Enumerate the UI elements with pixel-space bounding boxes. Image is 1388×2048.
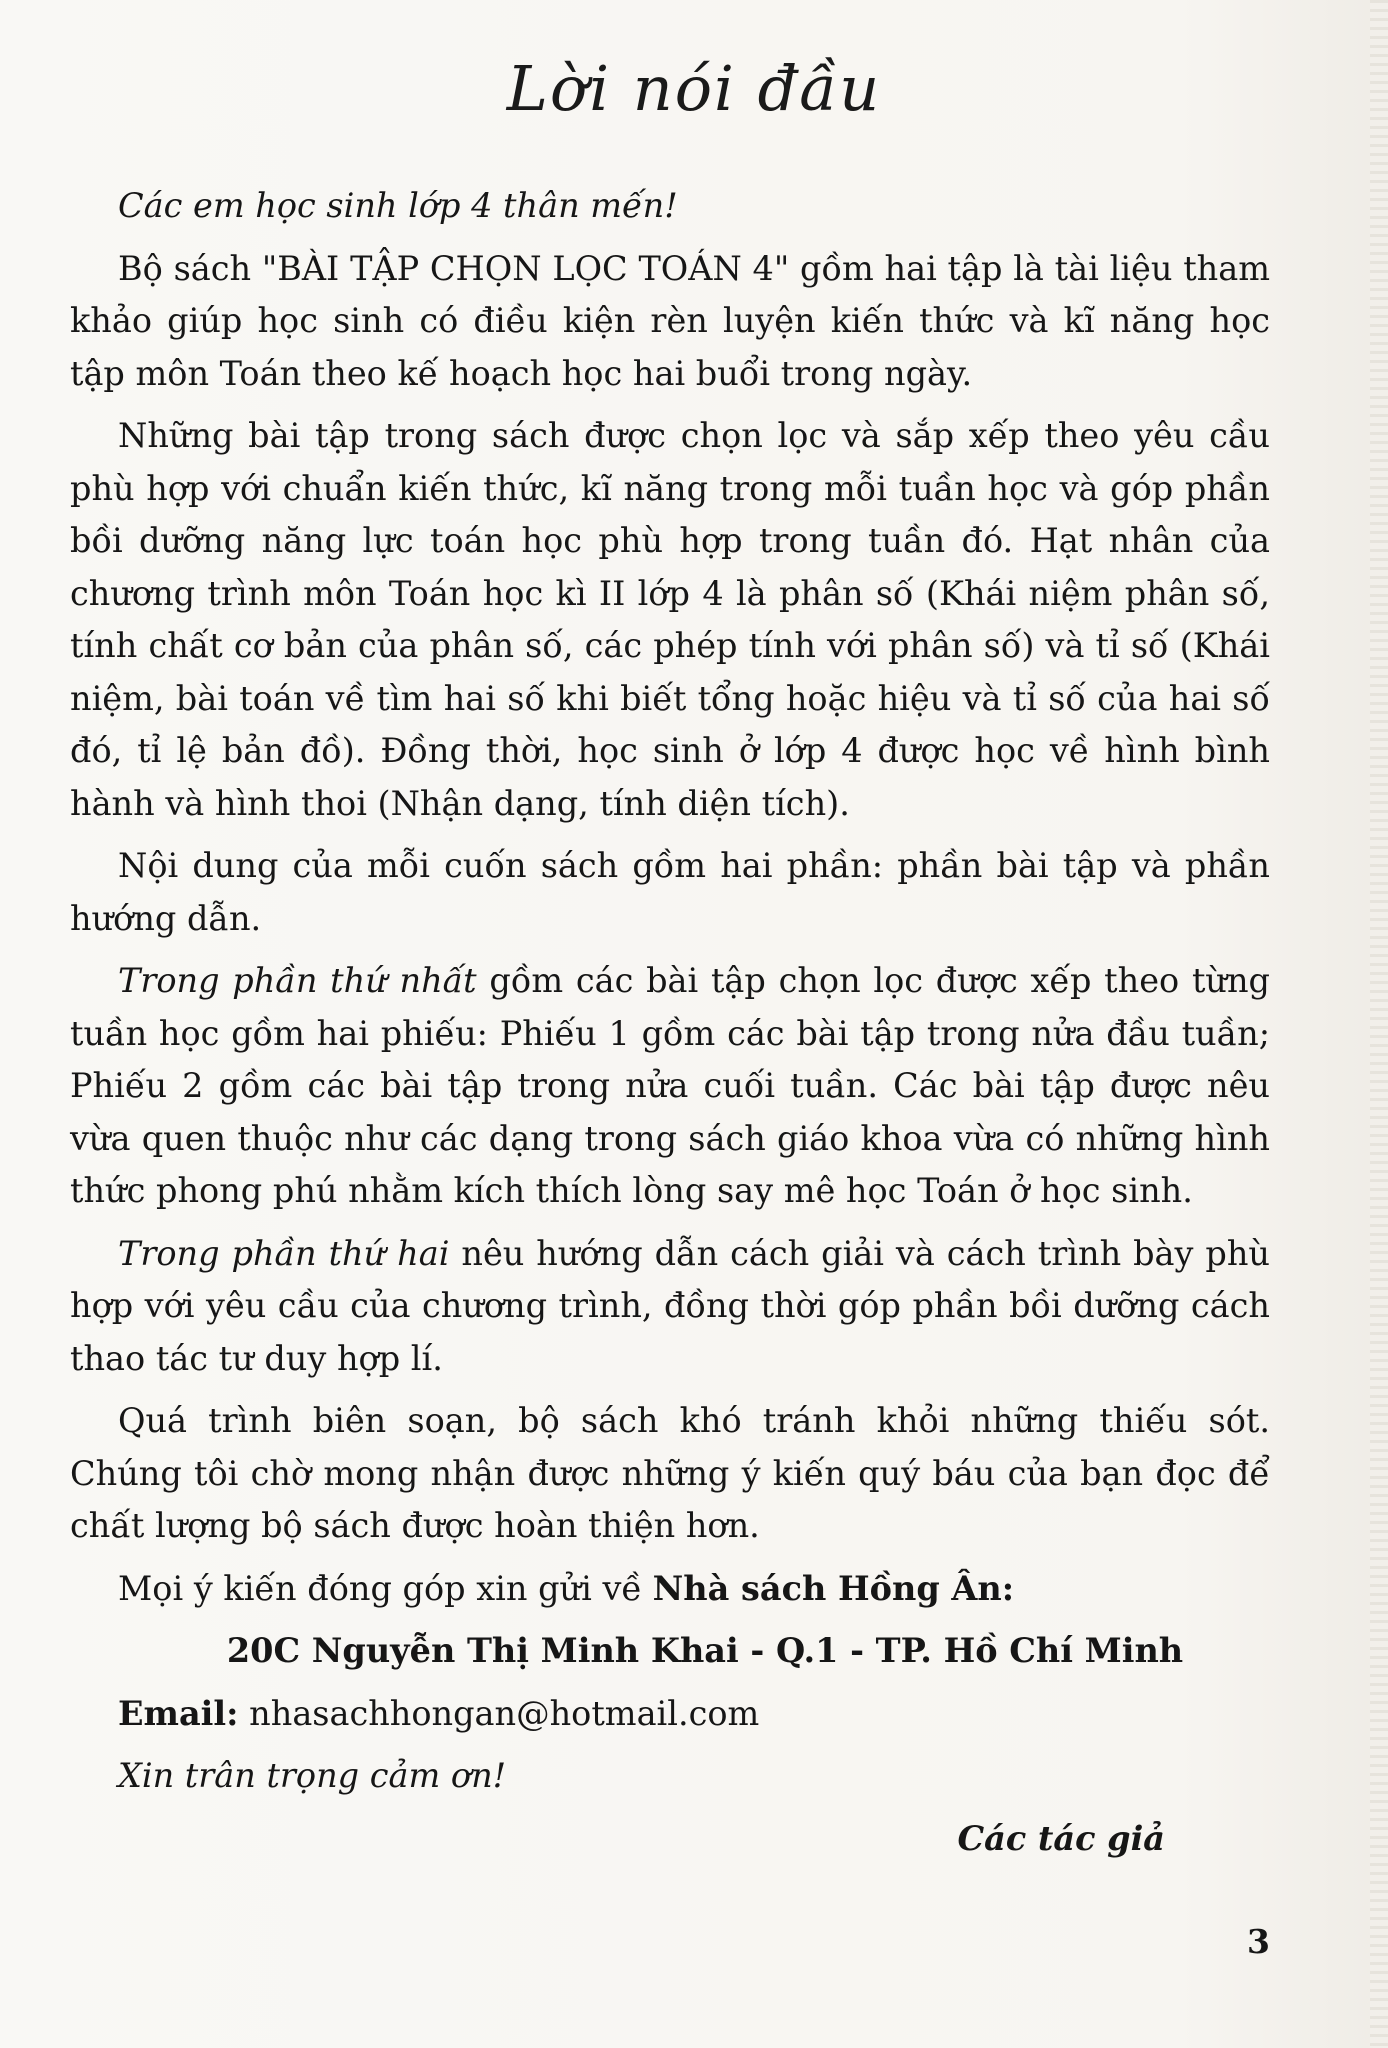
publisher-name: Nhà sách Hồng Ân: [652, 1568, 1015, 1608]
paragraph-4-text: gồm các bài tập chọn lọc được xếp theo từng tuần học gồm hai phiếu: Phiếu 1 gồm các bài tập trong nửa đầu tuần; Phiếu 2 gồm các bài tập trong nửa cuối tuần. Các bài tập được nêu vừa quen thuộc như các dạng trong sách giáo khoa vừa có những hình thức phong phú nhằm kích thích lòng say mê học Toán ở học sinh. [70, 961, 1270, 1210]
preface-body [70, 180, 1270, 1875]
email-address: nhasachhongan@hotmail.com [238, 1693, 760, 1733]
paragraph-5-text: nêu hướng dẫn cách giải và cách trình bày phù hợp với yêu cầu của chương trình, đồng thời góp phần bồi dưỡng cách thao tác tư duy hợp lí. [70, 1233, 1270, 1378]
email-label: Email: [118, 1693, 239, 1733]
publisher-address: 20C Nguyễn Thị Minh Khai - Q.1 - TP. Hồ Chí Minh [226, 1631, 1184, 1670]
greeting: Các em học sinh lớp 4 thân mến! [118, 186, 678, 225]
paragraph-5 [70, 1228, 1270, 1386]
contact-intro: Mọi ý kiến đóng góp xin gửi về [118, 1568, 653, 1608]
paragraph-6: Quá trình biên soạn, bộ sách khó tránh khỏi những thiếu sót. Chúng tôi chờ mong nhận được những ý kiến quý báu của bạn đọc để chất lượng bộ sách được hoàn thiện hơn. [70, 1401, 1270, 1545]
paragraph-2: Những bài tập trong sách được chọn lọc và sắp xếp theo yêu cầu phù hợp với chuẩn kiến thức, kĩ năng trong mỗi tuần học và góp phần bồi dưỡng năng lực toán học phù hợp trong tuần đó. Hạt nhân của chương trình môn Toán học kì II lớp 4 là phân số (Khái niệm phân số, tính chất cơ bản của phân số, các phép tính với phân số) và tỉ số (Khái niệm, bài toán về tìm hai số khi biết tổng hoặc hiệu và tỉ số của hai số đó, tỉ lệ bản đồ). Đồng thời, học sinh ở lớp 4 được học về hình bình hành và hình thoi (Nhận dạng, tính diện tích). [70, 416, 1270, 823]
contact-line [70, 1563, 1270, 1616]
page-title: Lời nói đầu [506, 52, 882, 125]
signature: Các tác giả [957, 1818, 1165, 1858]
closing-line: Xin trân trọng cảm ơn! [118, 1756, 507, 1795]
paragraph-5-lead: Trong phần thứ hai [118, 1233, 450, 1273]
page-number: 3 [1247, 1922, 1270, 1961]
page-edge [1370, 0, 1388, 2048]
paragraph-3: Nội dung của mỗi cuốn sách gồm hai phần: phần bài tập và phần hướng dẫn. [70, 846, 1270, 938]
paragraph-4-lead: Trong phần thứ nhất [118, 961, 477, 1000]
email-line [70, 1688, 1270, 1741]
paragraph-1: Bộ sách "BÀI TẬP CHỌN LỌC TOÁN 4" gồm hai tập là tài liệu tham khảo giúp học sinh có điều kiện rèn luyện kiến thức và kĩ năng học tập môn Toán theo kế hoạch học hai buổi trong ngày. [70, 248, 1270, 393]
paragraph-4 [70, 955, 1270, 1218]
